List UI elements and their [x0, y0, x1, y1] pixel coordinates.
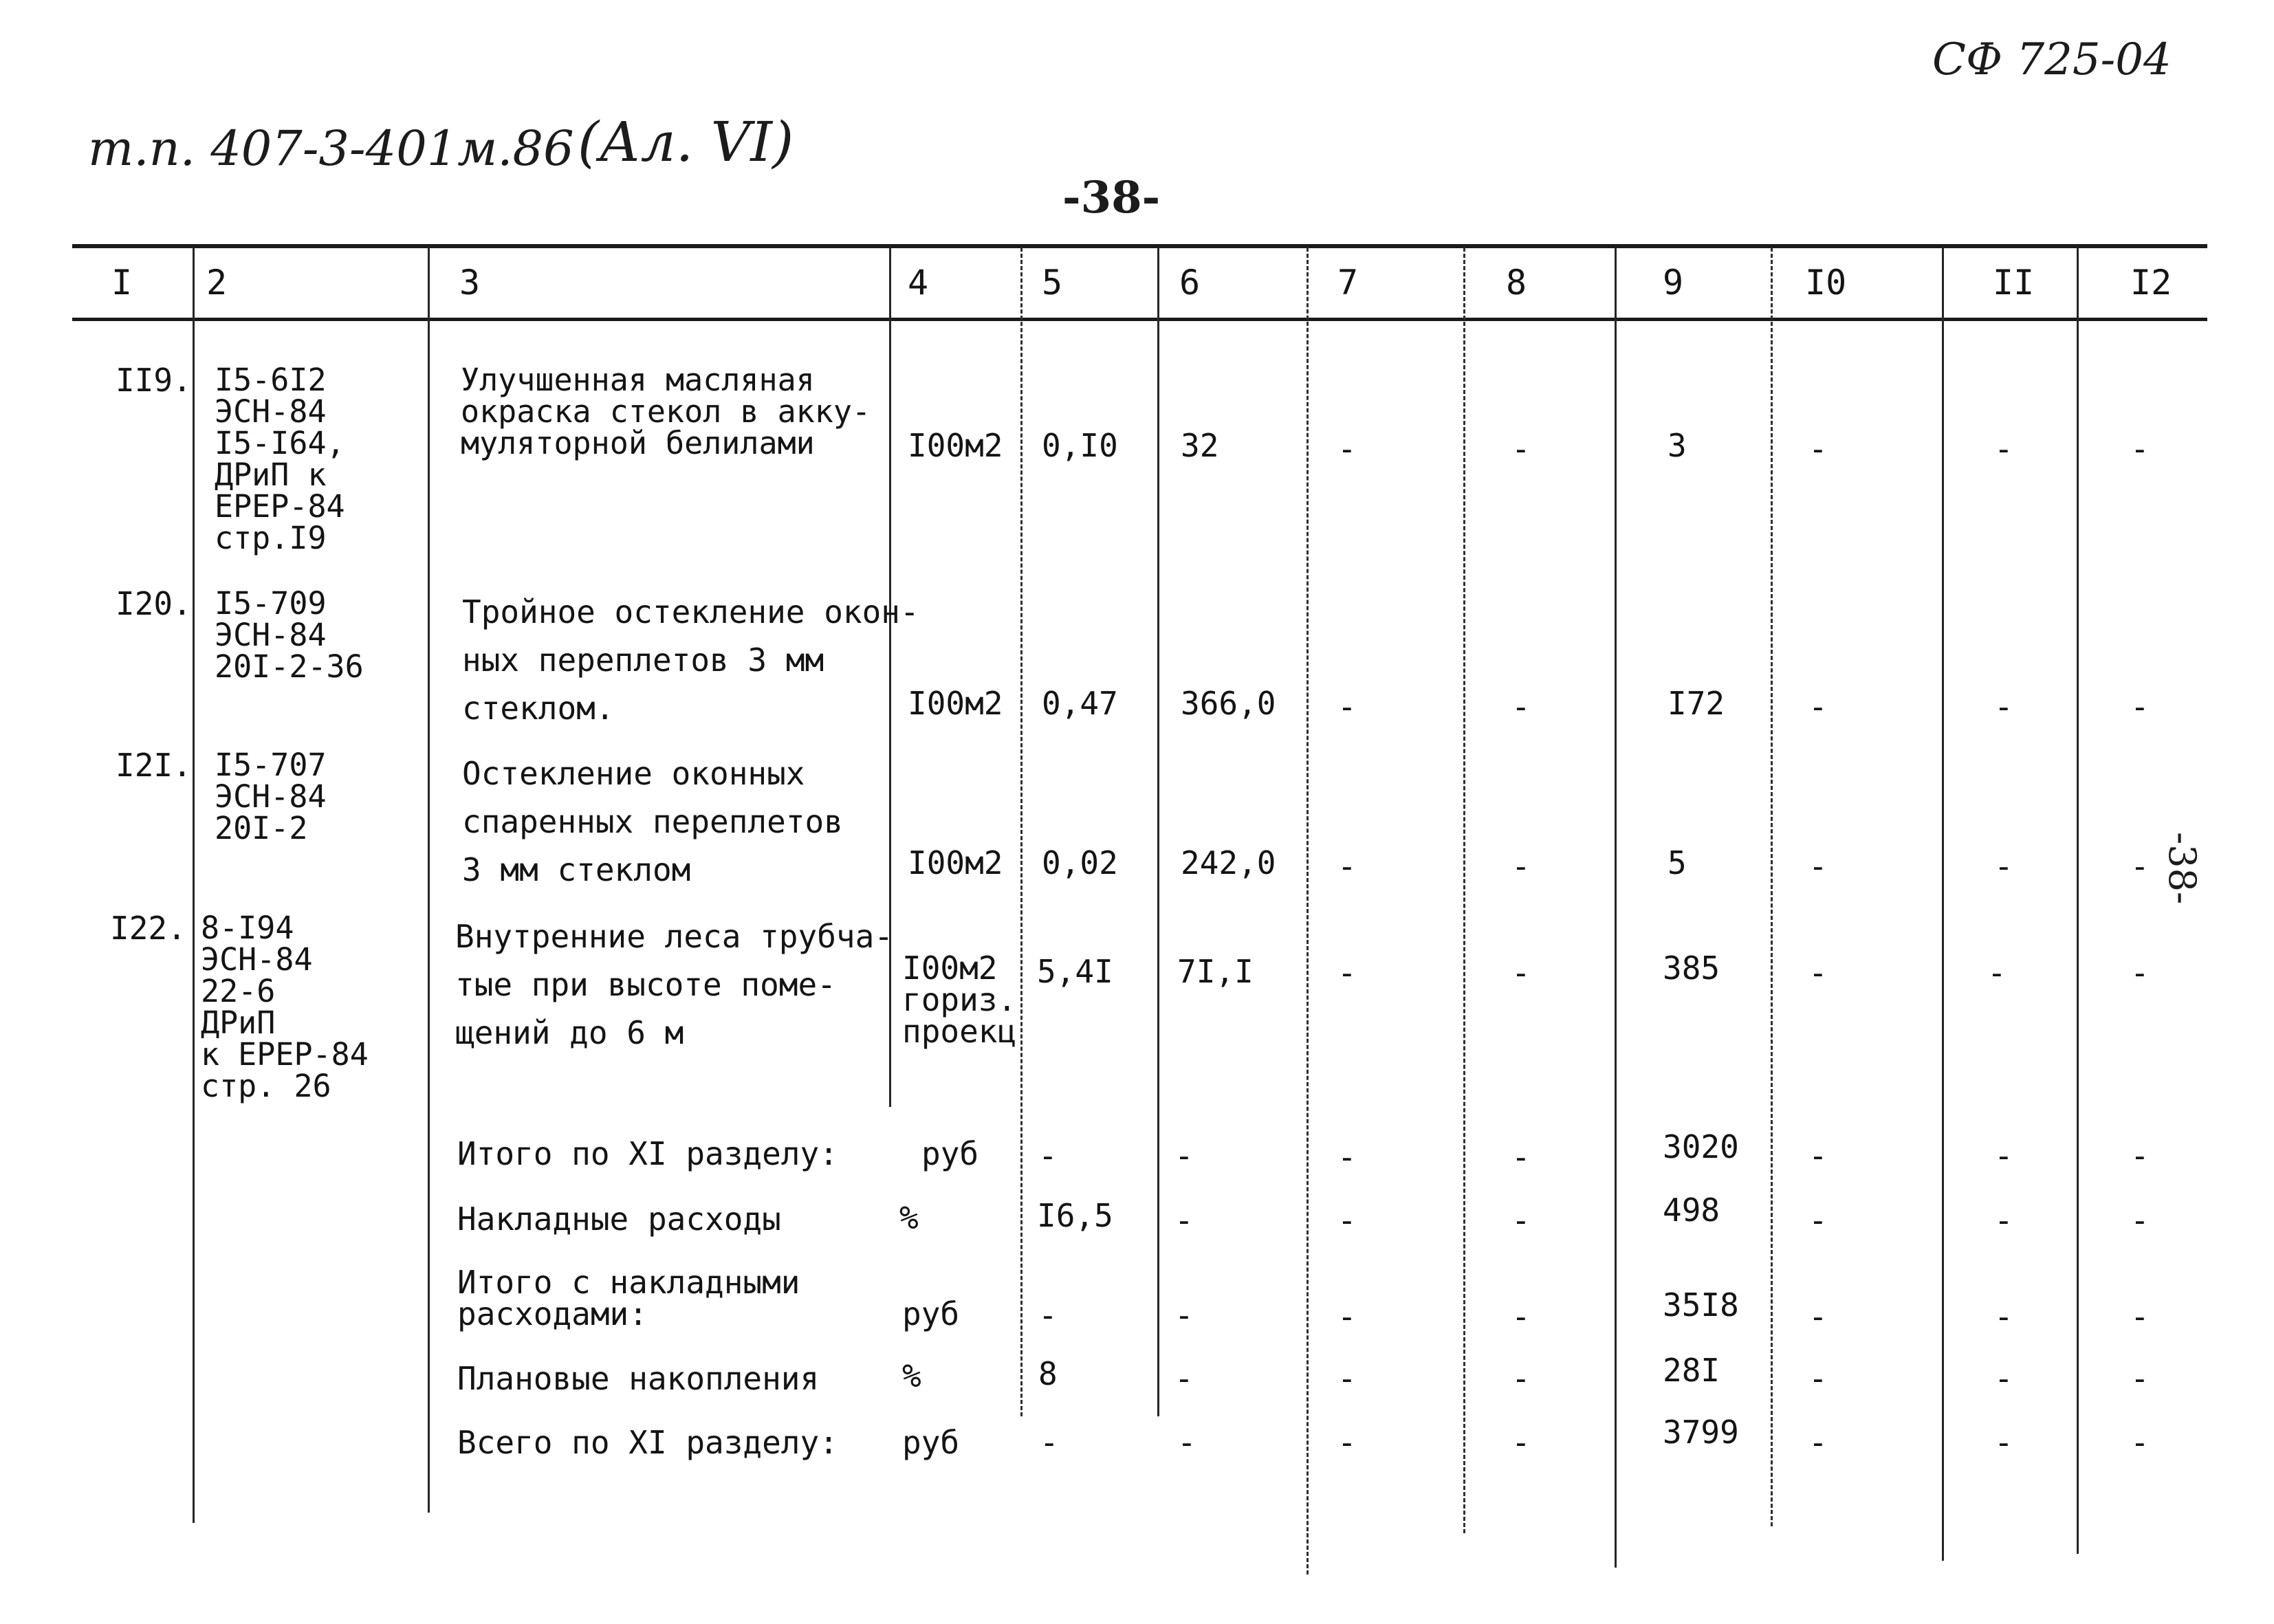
total-label: Итого с накладными расходами:: [457, 1264, 800, 1332]
col-sep-6: [1307, 248, 1309, 1574]
total-c5: -: [1038, 1137, 1058, 1174]
col-sep-11: [2077, 248, 2079, 1554]
total-c7: -: [1337, 1298, 1357, 1335]
cell-c12: -: [2130, 430, 2150, 468]
total-c7: -: [1337, 1360, 1357, 1397]
col-sep-1: [193, 248, 195, 1523]
total-label: Накладные расходы: [457, 1200, 781, 1238]
total-unit: руб: [921, 1135, 979, 1172]
total-c11: -: [1994, 1137, 2013, 1174]
total-c10: -: [1808, 1360, 1828, 1397]
total-c6: -: [1174, 1202, 1194, 1239]
grand-total-c11: -: [1994, 1424, 2013, 1461]
total-c12: -: [2130, 1298, 2150, 1335]
cell-c12: -: [2130, 848, 2150, 885]
total-unit: %: [899, 1199, 919, 1236]
cell-c9: 5: [1668, 844, 1687, 881]
total-c7: -: [1337, 1139, 1357, 1176]
page-number-side: -38-: [2161, 832, 2204, 905]
total-c11: -: [1994, 1202, 2013, 1239]
total-c8: -: [1511, 1139, 1531, 1176]
project-number: т.п. 407-3-401м.86: [88, 120, 574, 177]
col-header-1: I: [111, 263, 133, 303]
grand-total-c8: -: [1511, 1424, 1531, 1461]
total-c10: -: [1808, 1202, 1828, 1239]
cell-c11: -: [1994, 688, 2013, 725]
total-c12: -: [2130, 1137, 2150, 1174]
cell-c7: -: [1337, 430, 1357, 468]
grand-total-c9: 3799: [1663, 1414, 1739, 1451]
grand-total-c6: -: [1177, 1424, 1196, 1461]
cell-c11: -: [1994, 848, 2013, 885]
total-c6: -: [1174, 1297, 1194, 1334]
col-sep-7: [1463, 248, 1465, 1533]
cell-c7: -: [1337, 954, 1357, 991]
total-c8: -: [1511, 1202, 1531, 1239]
cell-c6: 366,0: [1181, 685, 1276, 722]
cell-c5: 5,4I: [1037, 953, 1113, 990]
cell-c12: -: [2130, 954, 2150, 991]
total-c10: -: [1808, 1137, 1828, 1174]
total-unit: руб: [902, 1295, 960, 1332]
cell-c8: -: [1511, 430, 1531, 468]
cell-c8: -: [1511, 954, 1531, 991]
unit-cell: I00м2: [908, 844, 1003, 881]
total-c10: -: [1808, 1298, 1828, 1335]
total-c9: 498: [1663, 1192, 1720, 1229]
cell-c11: -: [1987, 954, 2007, 991]
row-number: I2I.: [116, 747, 192, 784]
grand-total-c5: -: [1040, 1424, 1059, 1461]
total-c8: -: [1511, 1360, 1531, 1397]
cell-c8: -: [1511, 688, 1531, 725]
col-header-11: II: [1993, 263, 2035, 303]
total-unit: %: [902, 1357, 921, 1394]
cell-c10: -: [1808, 848, 1828, 885]
col-sep-2: [428, 248, 430, 1513]
col-sep-8: [1615, 248, 1617, 1568]
cell-c6: 32: [1181, 427, 1219, 464]
total-c12: -: [2130, 1202, 2150, 1239]
col-sep-5: [1157, 248, 1159, 1416]
cell-c9: 385: [1663, 950, 1720, 987]
row-number: II9.: [116, 362, 192, 399]
cell-c11: -: [1994, 430, 2013, 468]
col-header-7: 7: [1337, 263, 1359, 303]
cell-c7: -: [1337, 688, 1357, 725]
col-header-2: 2: [206, 263, 228, 303]
row-number: I20.: [116, 585, 192, 622]
total-c6: -: [1174, 1360, 1194, 1397]
cell-c6: 7I,I: [1177, 953, 1254, 990]
cell-c10: -: [1808, 430, 1828, 468]
col-header-4: 4: [908, 263, 929, 303]
cell-c12: -: [2130, 688, 2150, 725]
total-c7: -: [1337, 1202, 1357, 1239]
col-header-8: 8: [1506, 263, 1527, 303]
total-c9: 35I8: [1663, 1286, 1739, 1324]
total-c9: 28I: [1663, 1352, 1720, 1389]
total-c12: -: [2130, 1360, 2150, 1397]
col-header-5: 5: [1042, 263, 1063, 303]
unit-cell: I00м2: [908, 427, 1003, 464]
cell-c5: 0,02: [1042, 844, 1118, 881]
cell-c5: 0,I0: [1042, 427, 1118, 464]
col-sep-9: [1771, 248, 1773, 1526]
row-number: I22.: [110, 910, 186, 947]
header-bottom-rule: [72, 318, 2207, 321]
total-c8: -: [1511, 1298, 1531, 1335]
col-header-10: I0: [1805, 263, 1847, 303]
grand-total-unit: руб: [902, 1424, 960, 1461]
table-top-rule: [72, 244, 2207, 248]
total-c5: I6,5: [1037, 1197, 1113, 1234]
document-code: СФ 725-04: [1932, 34, 2172, 85]
norm-reference: I5-709 ЭСН-84 20I-2-36: [215, 585, 364, 685]
cell-c9: I72: [1668, 685, 1725, 722]
col-header-12: I2: [2130, 263, 2172, 303]
total-c5: -: [1038, 1297, 1058, 1334]
col-sep-10: [1942, 248, 1944, 1561]
cell-c10: -: [1808, 954, 1828, 991]
cell-c5: 0,47: [1042, 685, 1118, 722]
cell-c6: 242,0: [1181, 844, 1276, 881]
unit-cell: I00м2 гориз. проекц: [902, 950, 1017, 1050]
work-description: Внутренние леса трубча- тые при высоте поме- щений до 6 м: [455, 918, 893, 1051]
cell-c7: -: [1337, 848, 1357, 885]
total-label: Плановые накопления: [457, 1360, 820, 1397]
grand-total-c7: -: [1337, 1424, 1357, 1461]
total-label: Итого по XI разделу:: [457, 1135, 838, 1172]
norm-reference: 8-I94 ЭСН-84 22-6 ДРиП к ЕРЕР-84 стр. 26: [201, 910, 369, 1104]
total-c9: 3020: [1663, 1128, 1739, 1165]
cell-c8: -: [1511, 848, 1531, 885]
grand-total-c10: -: [1808, 1424, 1828, 1461]
col-header-6: 6: [1179, 263, 1201, 303]
col-header-9: 9: [1663, 263, 1684, 303]
cell-c9: 3: [1668, 427, 1687, 464]
total-c11: -: [1994, 1298, 2013, 1335]
total-c5: 8: [1038, 1355, 1058, 1392]
total-c11: -: [1994, 1360, 2013, 1397]
grand-total-label: Всего по XI разделу:: [457, 1424, 838, 1461]
norm-reference: I5-707 ЭСН-84 20I-2: [215, 747, 327, 846]
page-number-top: -38-: [1062, 172, 1161, 223]
norm-reference: I5-6I2 ЭСН-84 I5-I64, ДРиП к ЕРЕР-84 стр.I9: [215, 362, 345, 556]
grand-total-c12: -: [2130, 1424, 2150, 1461]
col-header-3: 3: [459, 263, 481, 303]
cell-c10: -: [1808, 688, 1828, 725]
unit-cell: I00м2: [908, 685, 1003, 722]
album-label: (Ал. VI): [578, 110, 794, 174]
work-description: Остекление оконных спаренных переплетов 3 мм стеклом: [462, 755, 843, 888]
total-c6: -: [1174, 1137, 1194, 1174]
work-description: Улучшенная масляная окраска стекол в акку- муляторной белилами: [461, 362, 871, 461]
work-description: Тройное остекление окон- ных переплетов 3 мм стеклом.: [462, 593, 919, 727]
col-sep-4: [1020, 248, 1023, 1416]
